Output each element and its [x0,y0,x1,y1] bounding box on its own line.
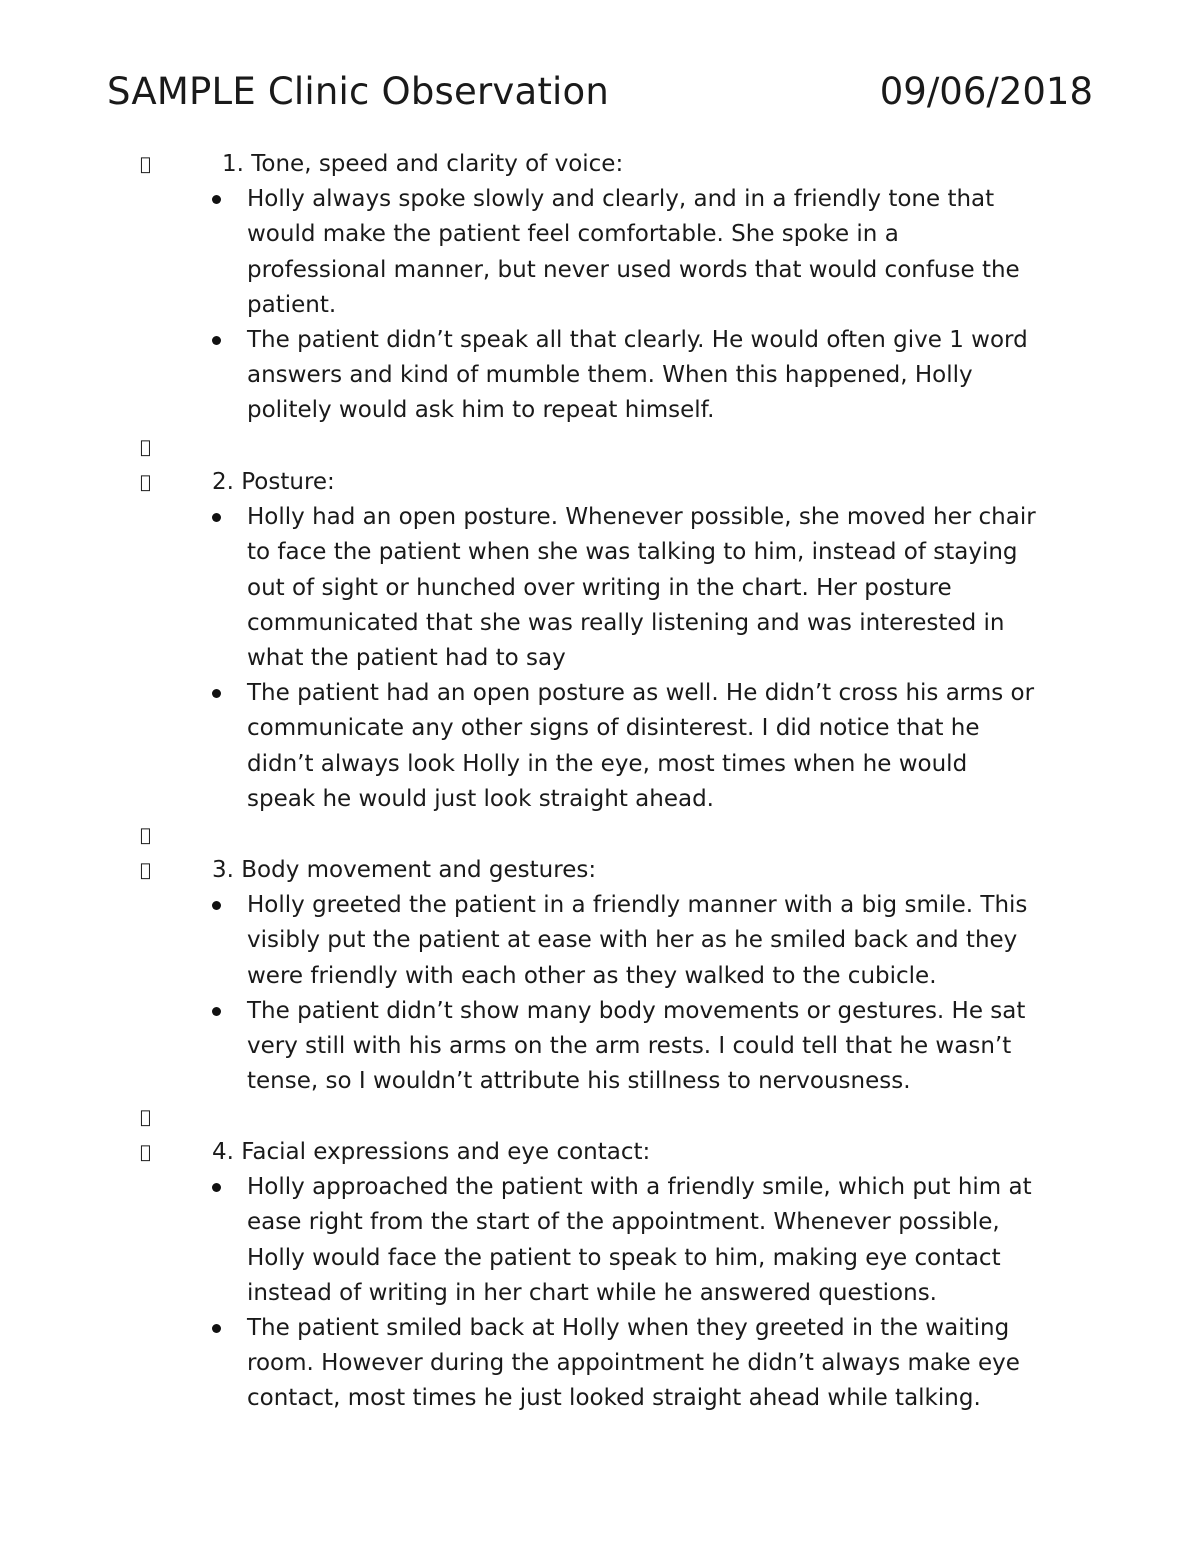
bullet-icon [212,1007,221,1016]
section-marker-icon [140,853,151,888]
bullet-text-line: ease right from the start of the appointment. Whenever possible, [247,1209,1000,1235]
bullet-text-line: didn’t always look Holly in the eye, most times when he would [247,751,968,777]
page-date: 09/06/2018 [879,70,1093,113]
bullet-icon [212,195,221,204]
section-marker-icon [140,147,151,182]
bullet-text-line: communicate any other signs of disinterest. I did notice that he [247,715,980,741]
bullet-text-line: would make the patient feel comfortable. She spoke in a [247,221,899,247]
bullet-icon [212,336,221,345]
bullet-icon [212,1324,221,1333]
bullet-text-line: patient. [247,292,337,318]
bullet-text-line: Holly had an open posture. Whenever possible, she moved her chair [247,504,1036,530]
bullet-text-line: politely would ask him to repeat himself. [247,397,715,423]
bullet-text-line: Holly greeted the patient in a friendly manner with a big smile. This [247,892,1028,918]
section-marker-icon [140,1135,151,1170]
empty-line-marker-icon [140,1100,151,1135]
bullet-text-line: out of sight or hunched over writing in the chart. Her posture [247,575,952,601]
bullet-text-line: The patient didn’t speak all that clearly. He would often give 1 word [247,327,1028,353]
bullet-text-line: answers and kind of mumble them. When this happened, Holly [247,362,973,388]
bullet-text-line: visibly put the patient at ease with her as he smiled back and they [247,927,1018,953]
bullet-text-line: to face the patient when she was talking to him, instead of staying [247,539,1018,565]
bullet-text-line: The patient didn’t show many body movements or gestures. He sat [247,998,1026,1024]
bullet-text-line: professional manner, but never used words that would confuse the [247,257,1020,283]
bullet-text-line: Holly approached the patient with a friendly smile, which put him at [247,1174,1032,1200]
section-marker-icon [140,465,151,500]
bullet-text-line: room. However during the appointment he didn’t always make eye [247,1350,1020,1376]
bullet-icon [212,689,221,698]
bullet-text-line: tense, so I wouldn’t attribute his stillness to nervousness. [247,1068,911,1094]
empty-line-marker-icon [140,430,151,465]
bullet-text-line: what the patient had to say [247,645,566,671]
bullet-text-line: very still with his arms on the arm rests. I could tell that he wasn’t [247,1033,1012,1059]
bullet-text-line: speak he would just look straight ahead. [247,786,714,812]
bullet-text-line: instead of writing in her chart while he answered questions. [247,1280,937,1306]
section-heading: 3. Body movement and gestures: [212,857,597,883]
bullet-text-line: contact, most times he just looked straight ahead while talking. [247,1385,981,1411]
bullet-icon [212,513,221,522]
bullet-text-line: Holly always spoke slowly and clearly, and in a friendly tone that [247,186,995,212]
bullet-text-line: The patient smiled back at Holly when they greeted in the waiting [247,1315,1010,1341]
bullet-text-line: Holly would face the patient to speak to him, making eye contact [247,1245,1001,1271]
page-title: SAMPLE Clinic Observation [107,70,610,113]
empty-line-marker-icon [140,818,151,853]
bullet-icon [212,1183,221,1192]
section-heading: 1. Tone, speed and clarity of voice: [222,151,624,177]
section-heading: 2. Posture: [212,469,335,495]
section-heading: 4. Facial expressions and eye contact: [212,1139,651,1165]
bullet-icon [212,901,221,910]
bullet-text-line: communicated that she was really listening and was interested in [247,610,1005,636]
bullet-text-line: were friendly with each other as they walked to the cubicle. [247,963,937,989]
bullet-text-line: The patient had an open posture as well. He didn’t cross his arms or [247,680,1035,706]
